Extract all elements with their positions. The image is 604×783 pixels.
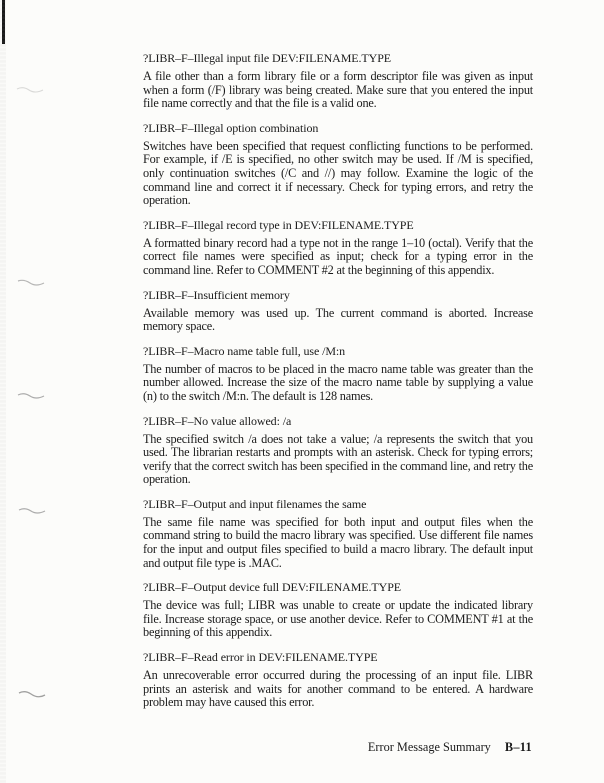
page-curl-mark — [18, 690, 46, 700]
section-body: The number of macros to be placed in the macro name table was greater than the number allowed. Increase the size of the macro name table by supplying a value (n) to the switch /M:n. The default is 128 names. — [143, 361, 533, 403]
section-heading: ?LIBR–F–Illegal record type in DEV:FILENAME.TYPE — [143, 217, 414, 232]
error-section — [143, 345, 533, 404]
error-section — [143, 581, 533, 640]
section-body: Available memory was used up. The current command is aborted. Increase memory space. — [143, 305, 533, 334]
section-body: An unrecoverable error occurred during the processing of an input file. LIBR prints an asterisk and waits for another command to be entered. A hardware problem may have caused this error. — [143, 668, 533, 710]
page-curl-mark — [18, 507, 46, 517]
section-body: The device was full; LIBR was unable to create or update the indicated library file. Increase storage space, or use another device. Refer to COMMENT #1 at the beginning of this appendix. — [143, 598, 533, 640]
section-heading: ?LIBR–F–No value allowed: /a — [143, 413, 292, 428]
section-body: A file other than a form library file or a form descriptor file was given as input when a form (/F) library was being created. Make sure that you entered the input file name correctly and that the file is a valid one. — [143, 69, 533, 111]
footer-label: Error Message Summary — [367, 740, 491, 754]
error-section — [143, 122, 533, 208]
section-body: The same file name was specified for both input and output files when the command string to build the macro library was specified. Use different file names for the input and output files specified to build a macro library. The default input and output file type is .MAC. — [143, 514, 533, 570]
section-body: A formatted binary record had a type not in the range 1–10 (octal). Verify that the correct file names were specified as input; check for a typing error in the command line. Refer to COMMENT #2 at the beginning of this appendix. — [143, 235, 533, 277]
section-heading: ?LIBR–F–Output device full DEV:FILENAME.TYPE — [143, 580, 402, 595]
section-body: Switches have been specified that request conflicting functions to be performed. For example, if /E is specified, no other switch may be used. If /M is specified, only continuation switches (/C and //) may follow. Examine the logic of the command line and correct it if necessary. Check for typing errors, and retry the operation. — [143, 138, 533, 208]
section-heading: ?LIBR–F–Macro name table full, use /M:n — [143, 343, 346, 358]
section-heading: ?LIBR–F–Illegal input file DEV:FILENAME.TYPE — [143, 51, 392, 65]
page-curl-mark — [17, 278, 45, 288]
scan-edge-noise — [0, 0, 6, 783]
error-section — [143, 219, 533, 278]
section-heading: ?LIBR–F–Output and input filenames the same — [143, 496, 367, 511]
page-curl-mark — [16, 85, 44, 95]
footer-page-number: B–11 — [504, 740, 532, 754]
error-section — [143, 52, 533, 111]
error-section — [143, 651, 533, 710]
section-heading: ?LIBR–F–Illegal option combination — [143, 120, 319, 135]
page-curl-mark — [17, 392, 45, 402]
section-heading: ?LIBR–F–Insufficient memory — [143, 287, 290, 302]
section-body: The specified switch /a does not take a value; /a represents the switch that you used. The librarian restarts and prompts with an asterisk. Check for typing errors; verify that the correct switch has been specified in the command line, and retry the operation. — [143, 431, 533, 487]
page-footer — [368, 740, 532, 755]
content-column — [143, 52, 533, 721]
error-section — [143, 415, 533, 487]
error-section — [143, 289, 533, 334]
error-section — [143, 498, 533, 570]
section-heading: ?LIBR–F–Read error in DEV:FILENAME.TYPE — [143, 650, 378, 665]
